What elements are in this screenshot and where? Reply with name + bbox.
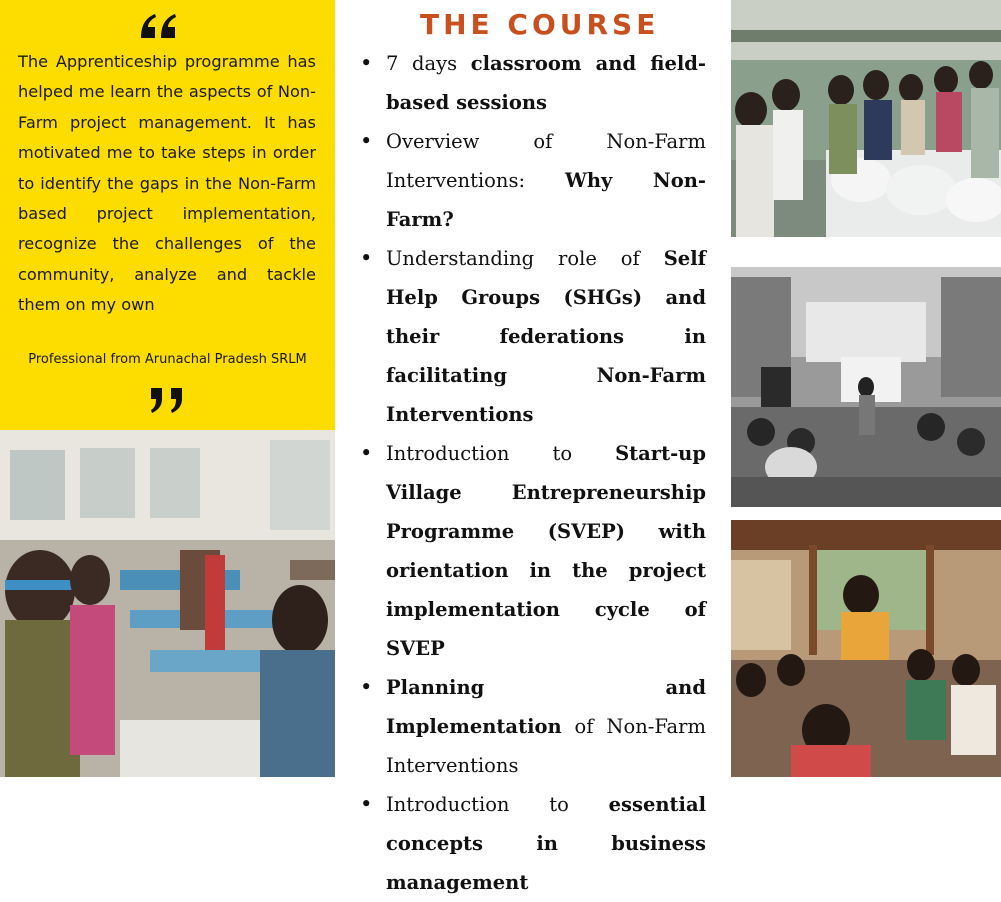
course-topic-normal-text: Overview of Non-Farm Interventions:	[386, 130, 706, 192]
field-visit-group-photo	[731, 0, 1001, 237]
course-topics-list	[386, 44, 706, 902]
participant-speaking-photo	[731, 520, 1001, 777]
course-topic-normal-text: of Non-Farm Interventions	[386, 715, 706, 777]
course-topic	[386, 44, 706, 122]
course-topic-normal-text: Introduction to	[386, 442, 616, 465]
course-topic	[386, 434, 706, 668]
tailoring-training-photo	[0, 430, 335, 777]
testimonial-quote: The Apprenticeship programme has helped me learn the aspects of Non-Farm project management. It has motivated me to take steps in order to identify the gaps in the Non-Farm based project implementation, recognize the challenges of the community, analyze and tackle them on my own	[18, 52, 316, 315]
course-topic	[386, 239, 706, 434]
course-topic-normal-text: 7 days	[386, 52, 471, 75]
course-section	[336, 0, 731, 894]
open-quote-icon	[139, 12, 179, 40]
testimonial-attribution: Professional from Arunachal Pradesh SRLM	[28, 352, 307, 367]
course-topic-bold-text: Why Non-Farm?	[386, 169, 706, 231]
course-title: THE COURSE	[420, 8, 660, 41]
course-topic-bold-text: essential concepts in business management	[386, 793, 706, 894]
course-topic	[386, 785, 706, 902]
course-topic-normal-text: Understanding role of	[386, 247, 664, 270]
course-topic	[386, 668, 706, 785]
classroom-session-bw-photo	[731, 267, 1001, 507]
course-topic-bold-text: classroom and field-based sessions	[386, 52, 706, 114]
course-topic-bold-text: Planning and Implementation	[386, 676, 706, 738]
course-topic-bold-text: Self Help Groups (SHGs) and their federations in facilitating Non-Farm Interventions	[386, 247, 706, 426]
course-topic-normal-text: Introduction to	[386, 793, 609, 816]
testimonial-panel	[0, 0, 335, 430]
close-quote-icon	[147, 386, 187, 414]
course-topic	[386, 122, 706, 239]
course-topic-bold-text: Start-up Village Entrepreneurship Programme (SVEP) with orientation in the project implementation cycle of SVEP	[386, 442, 706, 660]
